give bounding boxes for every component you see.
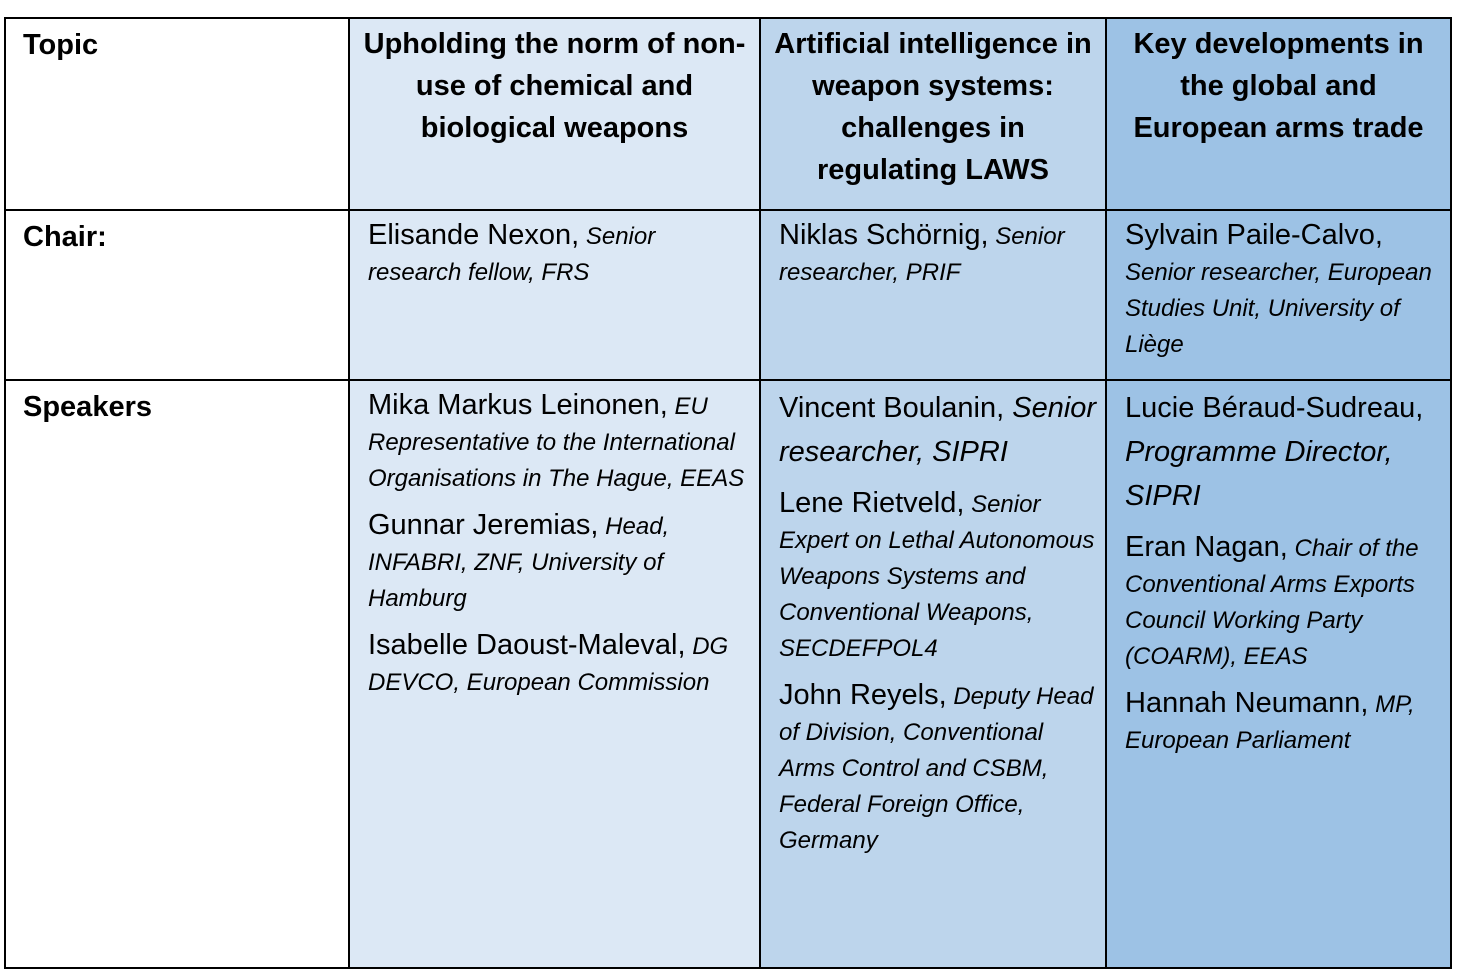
topic-cell-3 [1106, 18, 1451, 210]
speaker-name: Lene Rietveld, [779, 487, 965, 519]
speaker-name: Vincent Boulanin, [779, 392, 1005, 424]
speaker-entry [368, 507, 751, 617]
chair-label-cell [5, 210, 349, 380]
speaker-name: Mika Markus Leinonen, [368, 389, 668, 421]
chair-name-2: Niklas Schörnig, [779, 219, 989, 251]
speaker-role: Deputy Head of Division, Conventional Arms Control and CSBM, Federal Foreign Office, Germany [779, 683, 1094, 854]
topic-cell-1 [349, 18, 760, 210]
topic-label: Topic [23, 29, 99, 61]
chair-cell-2 [760, 210, 1106, 380]
speaker-entry [1125, 529, 1442, 675]
speaker-entry [779, 677, 1097, 859]
speaker-role: Programme Director, SIPRI [1125, 436, 1393, 512]
topic-label-cell [5, 18, 349, 210]
speaker-entry [1125, 685, 1442, 759]
chair-entry-3 [1125, 217, 1442, 363]
speaker-role: Senior Expert on Lethal Autonomous Weapons Systems and Conventional Weapons, SECDEFPOL4 [779, 491, 1095, 662]
speakers-label: Speakers [23, 391, 152, 423]
speaker-name: Gunnar Jeremias, [368, 509, 599, 541]
chair-name-3: Sylvain Paile-Calvo, [1125, 219, 1383, 251]
speaker-role: EU Representative to the International Organisations in The Hague, EEAS [368, 393, 745, 492]
speaker-entry [779, 387, 1097, 475]
chair-role-3: Senior researcher, European Studies Unit, University of Liège [1125, 259, 1432, 358]
speaker-entry [368, 627, 751, 701]
chair-name-1: Elisande Nexon, [368, 219, 580, 251]
speakers-cell-2 [760, 380, 1106, 968]
chair-role-2: Senior researcher, PRIF [779, 223, 1065, 286]
topic-cell-2 [760, 18, 1106, 210]
topic-title-2: Artificial intelligence in weapon systems: challenges in regulating LAWS [774, 28, 1092, 186]
speakers-row [5, 380, 1451, 968]
speaker-role: MP, European Parliament [1125, 691, 1415, 754]
program-table [4, 17, 1452, 969]
speaker-entry [779, 485, 1097, 667]
chair-cell-1 [349, 210, 760, 380]
chair-role-1: Senior research fellow, FRS [368, 223, 656, 286]
speakers-cell-1 [349, 380, 760, 968]
speakers-label-cell [5, 380, 349, 968]
speaker-role: Chair of the Conventional Arms Exports Council Working Party (COARM), EEAS [1125, 535, 1419, 670]
speaker-entry [1125, 387, 1442, 519]
speaker-entry [368, 387, 751, 497]
speaker-name: Hannah Neumann, [1125, 687, 1369, 719]
speaker-name: Lucie Béraud-Sudreau, [1125, 392, 1424, 424]
speaker-role: Head, INFABRI, ZNF, University of Hamburg [368, 513, 670, 612]
speaker-role: DG DEVCO, European Commission [368, 633, 729, 696]
topic-row [5, 18, 1451, 210]
topic-title-3: Key developments in the global and European arms trade [1133, 28, 1424, 144]
speaker-role: Senior researcher, SIPRI [779, 392, 1097, 468]
speakers-cell-3 [1106, 380, 1451, 968]
chair-label: Chair: [23, 221, 107, 253]
speaker-name: Eran Nagan, [1125, 531, 1288, 563]
speaker-name: Isabelle Daoust-Maleval, [368, 629, 686, 661]
chair-entry-2 [779, 217, 1097, 291]
topic-title-1: Upholding the norm of non-use of chemical and biological weapons [363, 28, 746, 144]
chair-cell-3 [1106, 210, 1451, 380]
speaker-name: John Reyels, [779, 679, 947, 711]
chair-row [5, 210, 1451, 380]
chair-entry-1 [368, 217, 751, 291]
